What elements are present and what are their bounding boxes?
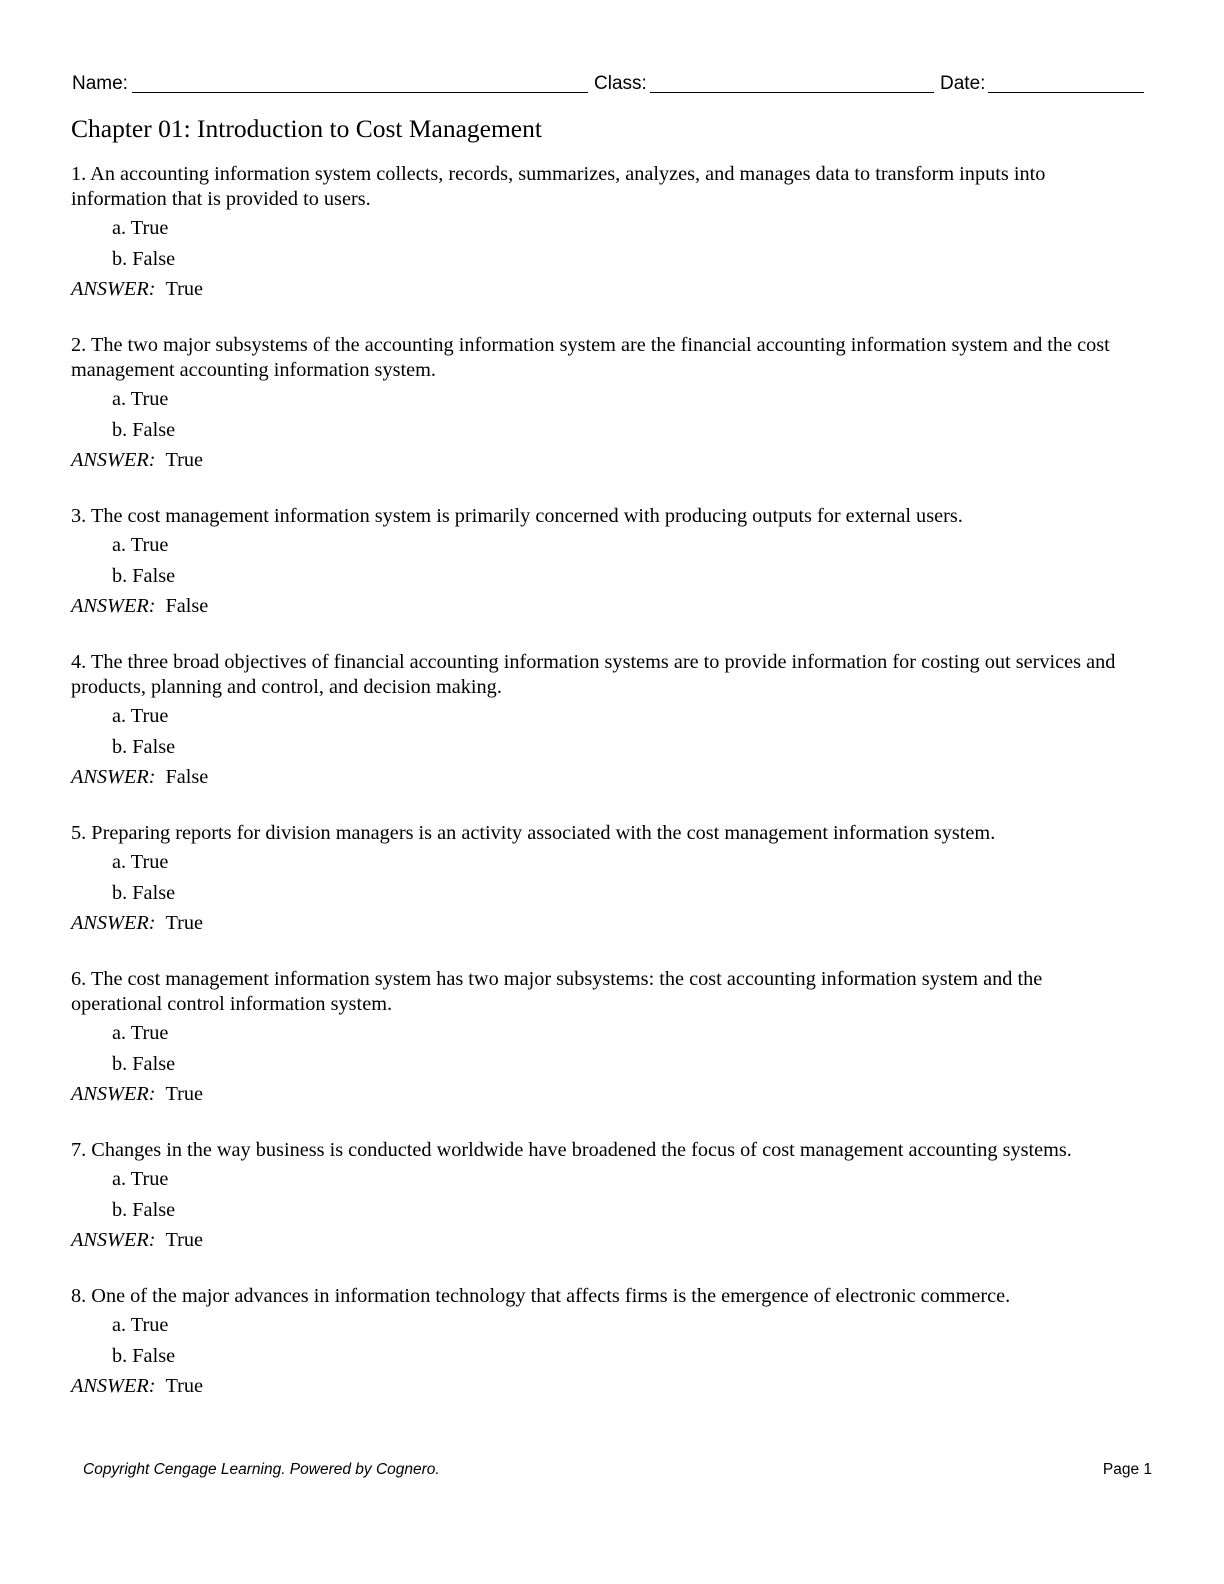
answer-choice[interactable]: b. False	[112, 1053, 176, 1075]
answer-value: True	[165, 1375, 204, 1397]
answer-line	[71, 1080, 1131, 1109]
answer-line	[71, 275, 1131, 304]
answer-line	[71, 909, 1131, 938]
copyright-text: Copyright Cengage Learning. Powered by Cognero.	[83, 1461, 440, 1478]
answer-choice[interactable]: a. True	[112, 1314, 169, 1336]
question-body: Preparing reports for division managers is an activity associated with the cost management information system.	[91, 822, 996, 844]
answer-label: ANSWER:	[71, 912, 156, 934]
question-text	[71, 162, 1131, 212]
answer-choice[interactable]: a. True	[112, 534, 169, 556]
answer-label: ANSWER:	[71, 1083, 156, 1105]
question-body: The cost management information system has two major subsystems: the cost accounting information system and the operational control information system.	[71, 968, 1043, 1015]
date-field[interactable]	[940, 72, 985, 96]
answer-label: ANSWER:	[71, 1229, 156, 1251]
class-field[interactable]	[594, 72, 647, 96]
question-text	[71, 333, 1131, 383]
question-4	[71, 650, 1131, 792]
name-blank-line[interactable]	[132, 92, 588, 93]
question-text	[71, 821, 1131, 846]
question-list	[71, 162, 1131, 1430]
question-number: 7.	[71, 1139, 87, 1161]
question-body: One of the major advances in information technology that affects firms is the emergence of electronic commerce.	[91, 1285, 1011, 1307]
answer-choice[interactable]: b. False	[112, 882, 176, 904]
answer-choice[interactable]: b. False	[112, 1345, 176, 1367]
question-text	[71, 967, 1131, 1017]
class-blank-line[interactable]	[650, 92, 934, 93]
answer-choice[interactable]: b. False	[112, 248, 176, 270]
question-number: 4.	[71, 651, 87, 673]
answer-value: True	[165, 449, 204, 471]
question-body: Changes in the way business is conducted worldwide have broadened the focus of cost management accounting systems.	[91, 1139, 1072, 1161]
question-1	[71, 162, 1131, 304]
answer-line	[71, 1226, 1131, 1255]
date-label: Date:	[940, 73, 986, 94]
answer-line	[71, 763, 1131, 792]
question-number: 6.	[71, 968, 87, 990]
question-text	[71, 504, 1131, 529]
header-line	[72, 72, 1144, 98]
question-text	[71, 1284, 1131, 1309]
question-2	[71, 333, 1131, 475]
answer-choice[interactable]: a. True	[112, 1022, 169, 1044]
question-5	[71, 821, 1131, 938]
question-text	[71, 650, 1131, 700]
answer-choice[interactable]: b. False	[112, 565, 176, 587]
class-label: Class:	[594, 73, 647, 94]
date-blank-line[interactable]	[988, 92, 1144, 93]
answer-choice[interactable]: b. False	[112, 1199, 176, 1221]
answer-value: False	[165, 595, 209, 617]
question-body: An accounting information system collects, records, summarizes, analyzes, and manages data to transform inputs into information that is provided to users.	[71, 163, 1046, 210]
answer-value: False	[165, 766, 209, 788]
name-field[interactable]	[72, 72, 128, 96]
answer-value: True	[165, 1083, 204, 1105]
question-number: 8.	[71, 1285, 87, 1307]
question-body: The three broad objectives of financial accounting information systems are to provide information for costing out services and products, planning and control, and decision making.	[71, 651, 1116, 698]
answer-choice[interactable]: b. False	[112, 419, 176, 441]
answer-value: True	[165, 912, 204, 934]
answer-choice[interactable]: a. True	[112, 1168, 169, 1190]
answer-label: ANSWER:	[71, 278, 156, 300]
answer-label: ANSWER:	[71, 449, 156, 471]
question-6	[71, 967, 1131, 1109]
answer-choice[interactable]: a. True	[112, 217, 169, 239]
answer-value: True	[165, 278, 204, 300]
answer-line	[71, 1372, 1131, 1401]
question-number: 2.	[71, 334, 87, 356]
question-3	[71, 504, 1131, 621]
name-label: Name:	[72, 73, 128, 94]
chapter-title: Chapter 01: Introduction to Cost Management	[71, 114, 542, 143]
answer-choice[interactable]: a. True	[112, 705, 169, 727]
answer-value: True	[165, 1229, 204, 1251]
answer-line	[71, 446, 1131, 475]
answer-label: ANSWER:	[71, 766, 156, 788]
page-number: Page 1	[1102, 1461, 1152, 1478]
question-body: The two major subsystems of the accounting information system are the financial accounting information system and the cost management accounting information system.	[71, 334, 1110, 381]
question-8	[71, 1284, 1131, 1401]
answer-choice[interactable]: a. True	[112, 388, 169, 410]
answer-line	[71, 592, 1131, 621]
answer-choice[interactable]: b. False	[112, 736, 176, 758]
question-body: The cost management information system is primarily concerned with producing outputs for external users.	[90, 505, 963, 527]
question-text	[71, 1138, 1131, 1163]
answer-label: ANSWER:	[71, 1375, 156, 1397]
question-7	[71, 1138, 1131, 1255]
question-number: 5.	[71, 822, 87, 844]
answer-choice[interactable]: a. True	[112, 851, 169, 873]
question-number: 3.	[71, 505, 87, 527]
page-footer	[83, 1460, 1152, 1480]
question-number: 1.	[71, 163, 87, 185]
answer-label: ANSWER:	[71, 595, 156, 617]
